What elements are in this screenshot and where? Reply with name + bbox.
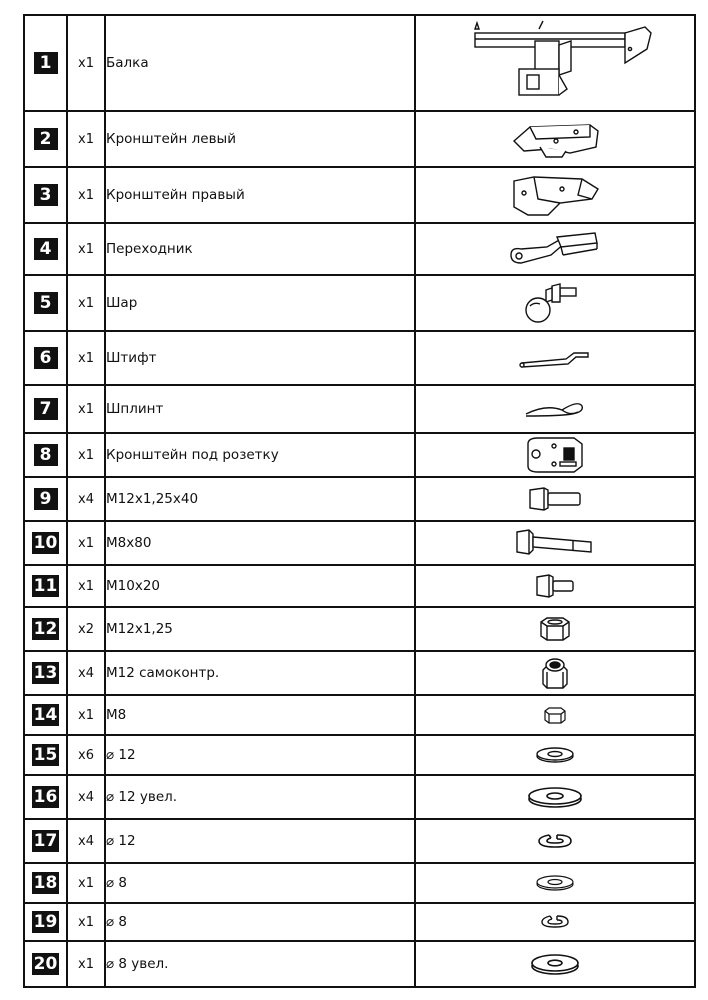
right-bracket-icon — [508, 173, 602, 217]
table-row — [24, 385, 695, 433]
part-quantity: x1 — [67, 521, 105, 565]
table-row — [24, 477, 695, 521]
part-quantity: x1 — [67, 275, 105, 331]
part-number: 8 — [34, 444, 58, 466]
part-quantity: x4 — [67, 775, 105, 819]
part-name: ⌀ 12 — [105, 735, 415, 775]
table-row — [24, 863, 695, 903]
part-number: 2 — [34, 128, 58, 150]
part-name: M12 самоконтр. — [105, 651, 415, 695]
part-number: 16 — [33, 787, 58, 807]
part-name: Кронштейн под розетку — [105, 433, 415, 477]
adapter-icon — [507, 229, 603, 269]
part-name: Шар — [105, 275, 415, 331]
part-quantity: x4 — [67, 651, 105, 695]
table-row — [24, 941, 695, 987]
part-name: ⌀ 8 — [105, 863, 415, 903]
parts-table — [23, 14, 696, 988]
table-row — [24, 735, 695, 775]
part-name: Кронштейн левый — [105, 111, 415, 167]
part-quantity: x1 — [67, 903, 105, 941]
part-name: M8x80 — [105, 521, 415, 565]
part-number: 4 — [34, 238, 58, 260]
part-quantity: x1 — [67, 111, 105, 167]
spring-washer-icon — [535, 831, 575, 851]
part-quantity: x4 — [67, 819, 105, 863]
part-name: M8 — [105, 695, 415, 735]
part-number: 20 — [33, 954, 58, 974]
part-number: 12 — [33, 619, 58, 639]
part-number: 13 — [33, 663, 58, 683]
table-row — [24, 565, 695, 607]
tow-ball-icon — [520, 280, 590, 326]
part-name: Шплинт — [105, 385, 415, 433]
table-row — [24, 111, 695, 167]
small-nut-icon — [541, 705, 569, 725]
table-row — [24, 775, 695, 819]
table-row — [24, 331, 695, 385]
part-quantity: x4 — [67, 477, 105, 521]
part-name: ⌀ 12 — [105, 819, 415, 863]
part-number: 18 — [33, 873, 58, 893]
part-number: 15 — [33, 745, 58, 765]
large-washer-icon — [528, 952, 582, 976]
flat-washer-icon — [533, 874, 577, 892]
pin-icon — [518, 347, 592, 369]
part-number: 17 — [33, 831, 58, 851]
table-row — [24, 819, 695, 863]
part-name: M12x1,25 — [105, 607, 415, 651]
cotter-pin-icon — [522, 396, 588, 422]
table-row — [24, 607, 695, 651]
spring-washer-icon — [538, 913, 572, 931]
part-number: 1 — [34, 52, 58, 74]
table-row — [24, 433, 695, 477]
part-quantity: x6 — [67, 735, 105, 775]
part-name: Кронштейн правый — [105, 167, 415, 223]
flat-washer-icon — [533, 746, 577, 764]
part-number: 3 — [34, 184, 58, 206]
part-quantity: x1 — [67, 863, 105, 903]
lock-nut-icon — [535, 656, 575, 690]
part-name: Переходник — [105, 223, 415, 275]
part-name: M10x20 — [105, 565, 415, 607]
part-name: Штифт — [105, 331, 415, 385]
part-quantity: x1 — [67, 565, 105, 607]
part-number: 14 — [33, 705, 58, 725]
part-name: M12x1,25x40 — [105, 477, 415, 521]
part-name: Балка — [105, 15, 415, 111]
part-quantity: x2 — [67, 607, 105, 651]
part-number: 9 — [34, 488, 58, 510]
hex-nut-icon — [535, 614, 575, 644]
part-quantity: x1 — [67, 331, 105, 385]
part-number: 19 — [33, 912, 58, 932]
tow-beam-icon — [455, 19, 655, 107]
part-quantity: x1 — [67, 433, 105, 477]
large-washer-icon — [525, 785, 585, 809]
part-name: ⌀ 8 увел. — [105, 941, 415, 987]
part-quantity: x1 — [67, 223, 105, 275]
table-row — [24, 275, 695, 331]
table-row — [24, 651, 695, 695]
part-number: 10 — [33, 533, 58, 553]
long-bolt-icon — [513, 528, 597, 558]
part-quantity: x1 — [67, 15, 105, 111]
table-row — [24, 521, 695, 565]
short-bolt-icon — [533, 573, 577, 599]
socket-bracket-icon — [524, 436, 586, 474]
part-quantity: x1 — [67, 385, 105, 433]
part-number: 11 — [33, 576, 58, 596]
table-row — [24, 903, 695, 941]
table-row — [24, 167, 695, 223]
part-quantity: x1 — [67, 167, 105, 223]
left-bracket-icon — [510, 117, 600, 161]
part-quantity: x1 — [67, 941, 105, 987]
bolt-icon — [526, 486, 584, 512]
part-name: ⌀ 8 — [105, 903, 415, 941]
part-quantity: x1 — [67, 695, 105, 735]
part-number: 7 — [34, 398, 58, 420]
table-row — [24, 15, 695, 111]
table-row — [24, 695, 695, 735]
part-name: ⌀ 12 увел. — [105, 775, 415, 819]
table-row — [24, 223, 695, 275]
part-number: 6 — [34, 347, 58, 369]
part-number: 5 — [34, 292, 58, 314]
